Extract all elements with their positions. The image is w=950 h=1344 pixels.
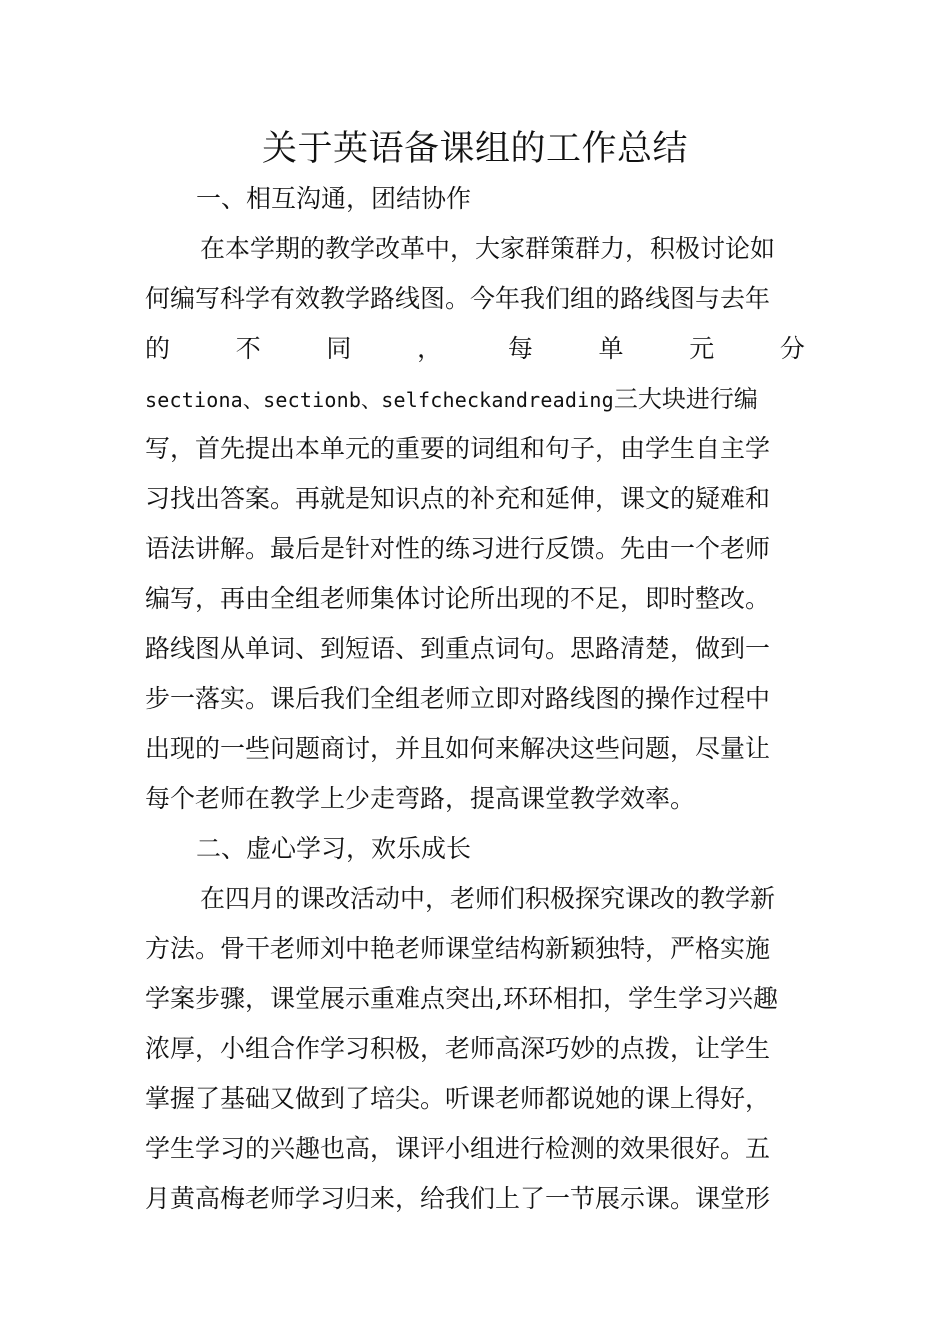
document-title: 关于英语备课组的工作总结 [261, 129, 688, 169]
paragraph-line: 在本学期的教学改革中，大家群策群力，积极讨论如 [200, 234, 776, 263]
paragraph-line: 方法。骨干老师刘中艳老师课堂结构新颖独特，严格实施 [145, 934, 771, 963]
char: ， [417, 334, 443, 363]
paragraph-line: 学案步骤，课堂展示重难点突出,环环相扣，学生学习兴趣 [145, 984, 778, 1013]
paragraph-line-justified [145, 332, 805, 366]
char: 分 [779, 334, 805, 363]
paragraph-line: 写，首先提出本单元的重要的词组和句子，由学生自主学 [145, 434, 771, 463]
section-heading-1: 一、相互沟通，团结协作 [196, 184, 472, 213]
char: 每 [507, 334, 533, 363]
section-heading-2: 二、虚心学习，欢乐成长 [196, 834, 472, 863]
paragraph-line-mixed [145, 382, 805, 417]
latin-text: sectiona、sectionb、selfcheckandreading [145, 388, 614, 412]
paragraph-line: 出现的一些问题商讨，并且如何来解决这些问题，尽量让 [145, 734, 771, 763]
cjk-text: 三大块进行编 [613, 385, 758, 413]
paragraph-line: 路线图从单词、到短语、到重点词句。思路清楚，做到一 [145, 634, 771, 663]
char: 不 [235, 334, 261, 363]
paragraph-line: 步一落实。课后我们全组老师立即对路线图的操作过程中 [145, 684, 771, 713]
paragraph-line: 在四月的课改活动中，老师们积极探究课改的教学新 [200, 884, 776, 913]
char: 的 [145, 334, 171, 363]
char: 单 [598, 334, 624, 363]
paragraph-line: 习找出答案。再就是知识点的补充和延伸，课文的疑难和 [145, 484, 771, 513]
paragraph-line: 掌握了基础又做到了培尖。听课老师都说她的课上得好， [145, 1084, 771, 1113]
paragraph-line: 浓厚，小组合作学习积极，老师高深巧妙的点拨，让学生 [145, 1034, 771, 1063]
char: 元 [689, 334, 715, 363]
paragraph-line: 学生学习的兴趣也高，课评小组进行检测的效果很好。五 [145, 1134, 771, 1163]
char: 同 [326, 334, 352, 363]
paragraph-line: 语法讲解。最后是针对性的练习进行反馈。先由一个老师 [145, 534, 771, 563]
paragraph-line: 月黄高梅老师学习归来，给我们上了一节展示课。课堂形 [145, 1184, 771, 1213]
paragraph-line: 编写，再由全组老师集体讨论所出现的不足，即时整改。 [145, 584, 771, 613]
paragraph-line: 每个老师在教学上少走弯路，提高课堂教学效率。 [145, 784, 696, 813]
paragraph-line: 何编写科学有效教学路线图。今年我们组的路线图与去年 [145, 284, 771, 313]
